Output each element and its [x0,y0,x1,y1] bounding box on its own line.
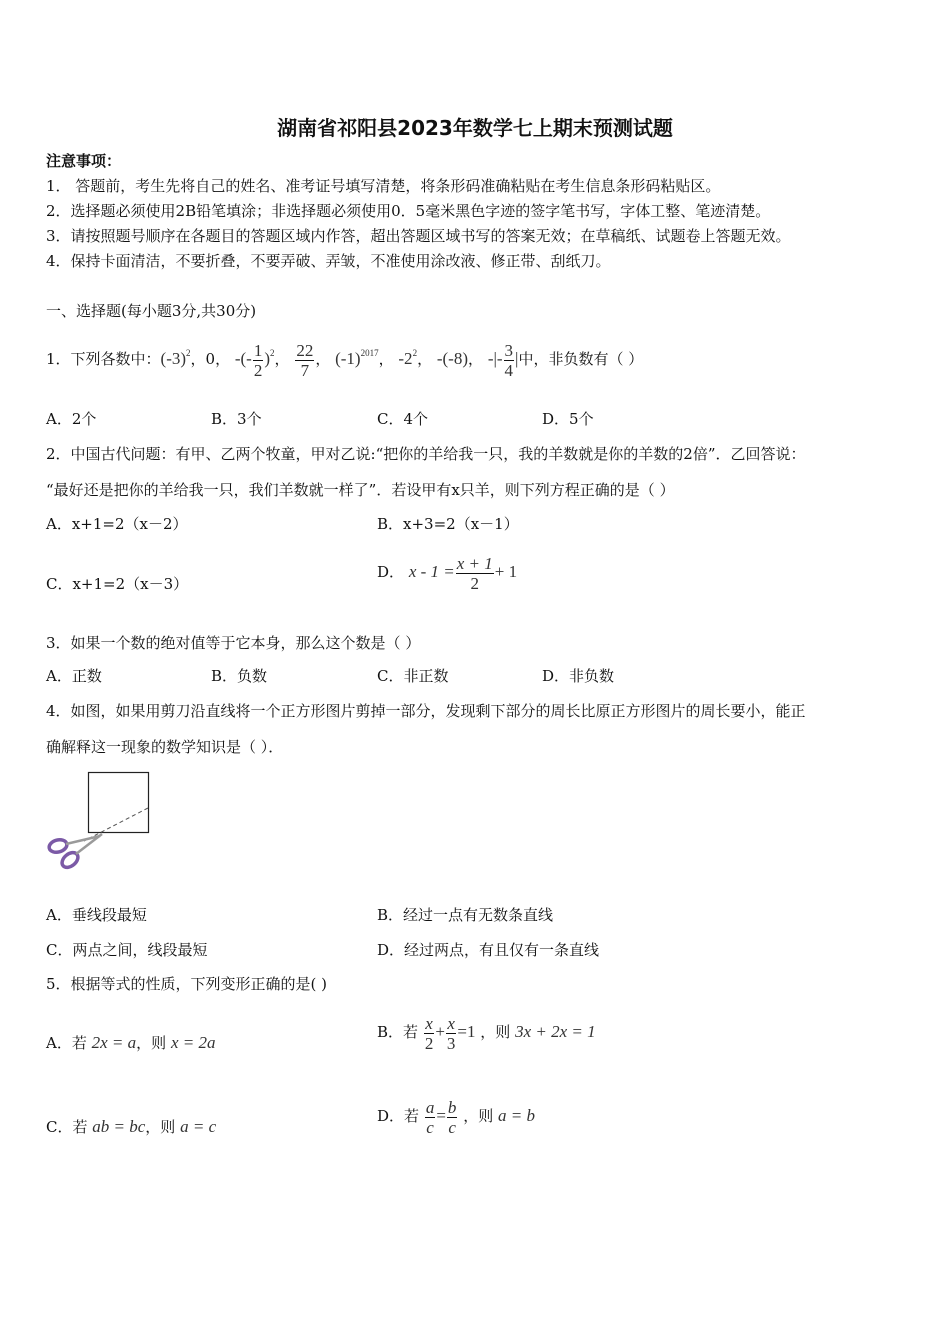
q5-option-a-eq1: 2x = a [91,1033,137,1052]
q2-option-c[interactable]: C．x+1=2（x－3） [46,575,189,593]
question-4-line1: 4．如图，如果用剪刀沿直线将一个正方形图片剪掉一部分，发现剩下部分的周长比原正方形图片的周长要小，能正 [46,702,806,720]
q5-option-b[interactable]: B．若 $\frac{x}{2}$ + $\frac{x}{3}$ =1 ，则 3x + 2x = 1 [377,1013,596,1053]
square-scissors-figure [44,768,154,874]
question-4-line2: 确解释这一现象的数学知识是（ ）． [46,738,284,756]
q1-option-a[interactable]: A．2个 [46,410,97,428]
q1-suffix: 中，非负数有（ ） [518,350,644,368]
q5-option-d[interactable]: D．若 $\frac{a}{c}$ = $\frac{b}{c}$ ，则 a = b [377,1097,535,1137]
page-title: 湖南省祁阳县2023年数学七上期末预测试题 [277,116,673,140]
q5-option-c[interactable]: C．若 ab = bc，则 a = c [46,1117,217,1136]
notice-item: 4．保持卡面清洁，不要折叠，不要弄破、弄皱，不准使用涂改液、修正带、刮纸刀。 [46,252,611,270]
q5-option-a-eq2: x = 2a [170,1033,216,1052]
q2-option-a[interactable]: A．x+1=2（x－2） [46,515,188,533]
question-1-stem: 1．下列各数中：$(-3)^2$，0， -(- $\frac{1}{2}$ )$^2$， $\frac{22}{7}$ ， $(-1)^{2017}$， $-2^2$， -(-8)， -|- $\frac{3}{4}$ |中，非负数有（ ） [46,340,644,380]
q1-sep: ，0， [190,350,231,368]
q2-option-d[interactable] [377,550,517,594]
q3-option-a[interactable]: A．正数 [46,667,102,685]
question-2-line1: 2．中国古代问题：有甲、乙两个牧童，甲对乙说:“把你的羊给我一只，我的羊数就是你的羊数的2倍”．乙回答说： [46,445,806,463]
section-heading: 一、选择题(每小题3分,共30分) [46,302,257,320]
q2-option-d-fraction: $\frac{x + 1}{2}$ [456,553,493,593]
q2-option-d-label: D． [377,563,405,581]
q5-option-d-frac2: $\frac{b}{c}$ [447,1097,457,1137]
q3-option-d[interactable]: D．非负数 [542,667,615,685]
q5-option-d-result: a = b [497,1106,535,1125]
q5-option-b-frac1: $\frac{x}{2}$ [424,1013,434,1053]
q5-option-d-frac1: $\frac{a}{c}$ [425,1097,435,1137]
q1-expr5: $-2^2$ [398,348,418,368]
q3-option-b[interactable]: B．负数 [211,667,268,685]
q4-option-c[interactable]: C．两点之间，线段最短 [46,941,208,959]
q4-option-d[interactable]: D．经过两点，有且仅有一条直线 [377,941,600,959]
q2-option-d-rhs: + 1 [494,562,518,581]
q5-option-c-eq1: ab = bc [92,1117,146,1136]
notice-item: 1． 答题前，考生先将自己的姓名、准考证号填写清楚，将条形码准确粘贴在考生信息条形码粘贴区。 [46,177,721,195]
q5-option-b-result: 3x + 2x = 1 [515,1022,596,1041]
q1-expr1: $(-3)^2$ [160,348,191,368]
q5-option-a[interactable]: A．若 2x = a，则 x = 2a [46,1033,216,1052]
scissors-icon [48,834,102,870]
q1-expr7: -|- $\frac{3}{4}$ | [487,340,519,380]
q4-option-b[interactable]: B．经过一点有无数条直线 [377,906,554,924]
notice-heading: 注意事项： [46,152,122,170]
q5-option-c-eq2: a = c [180,1117,217,1136]
q5-option-b-frac2: $\frac{x}{3}$ [446,1013,456,1053]
q1-expr3: $\frac{22}{7}$ [296,340,314,380]
cut-line [84,808,148,841]
notice-item: 2．选择题必须使用2B铅笔填涂；非选择题必须使用0．5毫米黑色字迹的签字笔书写，字体工整、笔迹清楚。 [46,202,771,220]
square-shape [89,773,149,833]
q1-expr4: $(-1)^{2017}$ [335,348,379,368]
q1-expr6: -(-8) [436,349,469,368]
q1-prefix: 1．下列各数中： [46,350,161,368]
notice-item: 3．请按照题号顺序在各题目的答题区域内作答，超出答题区域书写的答案无效；在草稿纸、试题卷上答题无效。 [46,227,791,245]
question-3-stem: 3．如果一个数的绝对值等于它本身，那么这个数是（ ） [46,634,421,652]
q1-option-b[interactable]: B．3个 [211,410,262,428]
q1-expr2: -(- $\frac{1}{2}$ )$^2$ [234,340,275,380]
question-2-line2: “最好还是把你的羊给我一只，我们羊数就一样了”．若设甲有x只羊，则下列方程正确的是（ ） [46,481,675,499]
q3-option-c[interactable]: C．非正数 [377,667,449,685]
q1-option-d[interactable]: D．5个 [542,410,594,428]
q1-option-c[interactable]: C．4个 [377,410,429,428]
q4-option-a[interactable]: A．垂线段最短 [46,906,147,924]
q2-option-b[interactable]: B．x+3=2（x－1） [377,515,519,533]
question-5-stem: 5．根据等式的性质，下列变形正确的是( ) [46,975,328,993]
q2-option-d-lhs: x - 1 = [408,562,455,581]
